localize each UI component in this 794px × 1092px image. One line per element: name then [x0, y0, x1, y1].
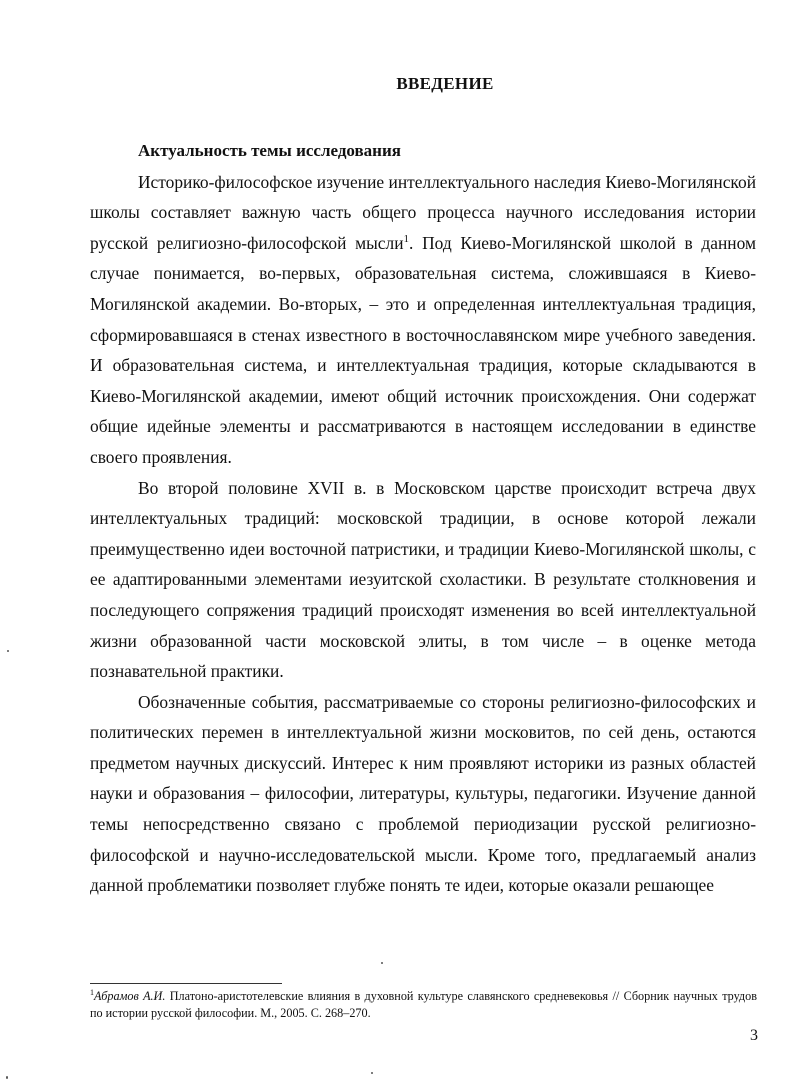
paragraph-3: Обозначенные события, рассматриваемые со стороны религиозно-философских и политических перемен в интеллектуальной жизни московитов, по сей день, остаются предметом научных дискуссий. Интерес к ним проявляют историки из разных областей науки и образования – философии, литературы, культуры, педагогики. Изучение данной темы непосредственно связано с проблемой периодизации русской религиозно-философской и научно-исследовательской мысли. Кроме того, предлагаемый анализ данной проблематики позволяет глубже понять те идеи, которые оказали решающее	[90, 691, 756, 896]
footnote-divider	[90, 983, 282, 984]
page-title: ВВЕДЕНИЕ	[396, 74, 494, 93]
footnote	[90, 988, 757, 1021]
scan-speck	[7, 650, 9, 652]
footnote-number: 1	[90, 987, 94, 997]
footnote-author: Абрамов А.И.	[94, 989, 166, 1003]
footnote-reference[interactable]: 1	[403, 232, 410, 245]
paragraph-1-text-start: Историко-философское изучение интеллектуального наследия Киево-Могилянской школы составляет важную часть общего процесса научного исследования истории русской религиозно-философской мысли	[90, 171, 756, 253]
scan-speck	[6, 1076, 8, 1079]
scan-speck	[371, 1072, 373, 1074]
main-text	[90, 136, 756, 901]
paragraph-2: Во второй половине XVII в. в Московском царстве происходит встреча двух интеллектуальных традиций: московской традиции, в основе которой лежали преимущественно идеи восточной патристики, и традиции Киево-Могилянской школы, с ее адаптированными элементами иезуитской схоластики. В результате столкновения и последующего сопряжения традиций происходят изменения во всей интеллектуальной жизни образованной части московской элиты, в том числе – в оценке метода познавательной практики.	[90, 477, 756, 682]
section-heading: Актуальность темы исследования	[138, 141, 401, 160]
paragraph-1-text-end: . Под Киево-Могилянской школой в данном случае понимается, во-первых, образовательная система, сложившаяся в Киево-Могилянской академии. Во-вторых, – это и определенная интеллектуальная традиция, сформировавшаяся в стенах известного в восточнославянском мире учебного заведения. И образовательная система, и интеллектуальная традиция, которые складываются в Киево-Могилянской академии, имеют общий источник происхождения. Они содержат общие идейные элементы и рассматриваются в настоящем исследовании в единстве своего проявления.	[90, 232, 756, 467]
footnote-text: Платоно-аристотелевские влияния в духовной культуре славянского средневековья // Сборник научных трудов по истории русской философии. М., 2005. С. 268–270.	[90, 989, 757, 1020]
scan-speck	[381, 962, 383, 964]
page-number: 3	[750, 1027, 758, 1044]
paragraph-1	[90, 167, 756, 473]
